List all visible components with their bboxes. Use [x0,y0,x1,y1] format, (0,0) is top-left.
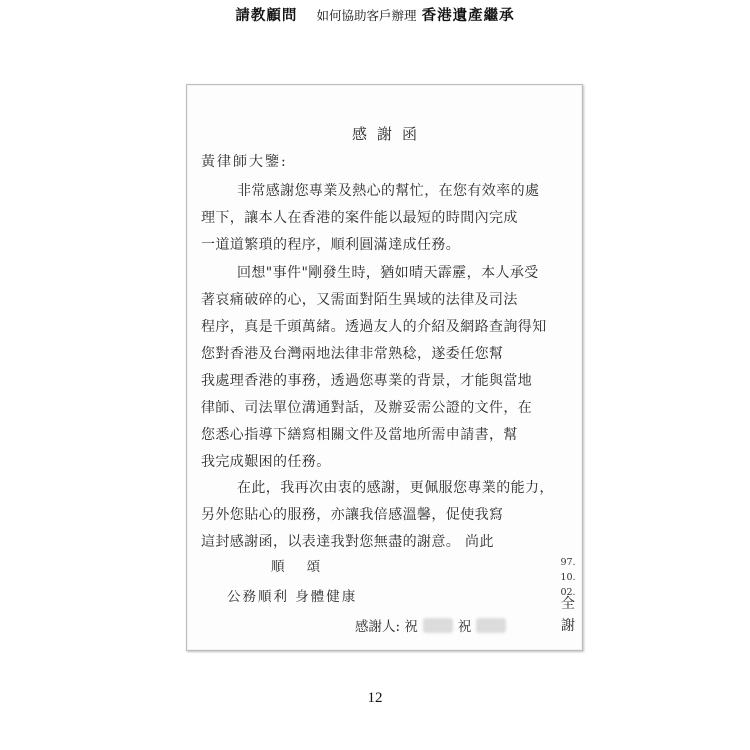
page-header [0,4,750,25]
header-series-title: 請教顧問 [235,7,298,24]
letter-line: 回想"事件"剛發生時，猶如晴天霹靂，本人承受 [237,265,539,281]
header-topic: 香港遺產繼承 [421,7,515,24]
letter-line: 我完成艱困的任務。 [201,454,331,470]
letter-line: 在此，我再次由衷的感謝，更佩服您專業的能力， [237,480,554,496]
redaction-icon [423,618,453,633]
letter-title: 感謝函 [351,125,427,143]
letter-line: 您對香港及台灣兩地法律非常熟稔，遂委任您幫 [201,346,504,362]
letter-line: 程序，真是千頭萬緒。透過友人的介紹及網路查詢得知 [201,319,547,335]
letter-line: 這封感謝函，以表達我對您無盡的謝意。 尚此 [201,534,494,550]
letter-line: 另外您貼心的服務，亦讓我倍感溫馨，促使我寫 [201,507,504,523]
date-month: 10. [560,572,576,583]
letter-thanks [560,593,576,637]
date-year: 97. [560,557,576,568]
redaction-icon [476,618,506,633]
thanks-char: 全 [561,596,575,612]
letter-line: 著哀痛破碎的心，又需面對陌生異域的法律及司法 [201,292,518,308]
header-subtitle: 如何協助客戶辦理 [316,8,417,23]
letter-line: 您悉心指導下繕寫相關文件及當地所需申請書，幫 [201,427,518,443]
letter-salutation: 黃律師大鑒: [201,154,288,170]
letter-signature [355,615,511,635]
signature-prefix: 感謝人: 祝 [355,619,418,635]
letter-line: 理下，讓本人在香港的案件能以最短的時間內完成 [201,210,518,226]
letter-wish: 公務順利 身體健康 [227,589,358,605]
letter-closing: 順 頌 [271,559,330,575]
page-number: 12 [367,690,383,706]
letter-line: 律師、司法單位溝通對話，及辦妥需公證的文件，在 [201,400,533,416]
letter-line: 一道道繁瑣的程序，順利圓滿達成任務。 [201,237,461,253]
letter-line: 非常感謝您專業及熱心的幫忙，在您有效率的處 [237,183,540,199]
thank-you-letter [186,84,583,651]
date-day: 02. [560,587,576,598]
letter-line: 我處理香港的事務，透過您專業的背景，才能與當地 [201,373,533,389]
signature-middle: 祝 [457,619,472,635]
thanks-char: 謝 [561,618,575,634]
